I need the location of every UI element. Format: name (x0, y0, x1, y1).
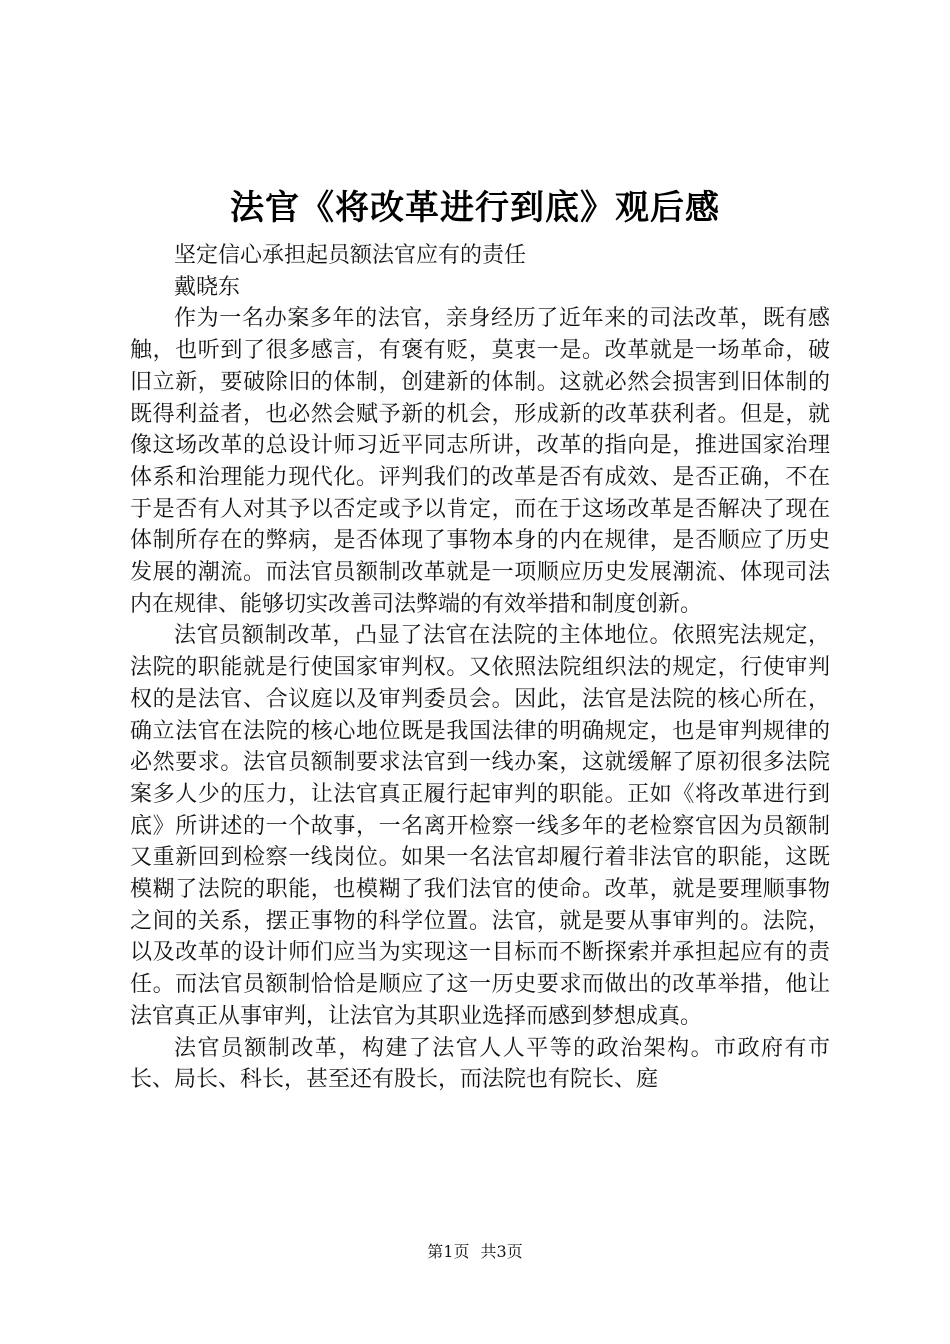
paragraph-1: 作为一名办案多年的法官，亲身经历了近年来的司法改革，既有感触，也听到了很多感言，有褒有贬，莫衷一是。改革就是一场革命，破旧立新，要破除旧的体制，创建新的体制。这就必然会损害到旧体制的既得利益者，也必然会赋予新的机会，形成新的改革获利者。但是，就像这场改革的总设计师习近平同志所讲，改革的指向是，推进国家治理体系和治理能力现代化。评判我们的改革是否有成效、是否正确，不在于是否有人对其予以否定或予以肯定，而在于这场改革是否解决了现在体制所存在的弊病，是否体现了事物本身的内在规律，是否顺应了历史发展的潮流。而法官员额制改革就是一项顺应历史发展潮流、体现司法内在规律、能够切实改善司法弊端的有效举措和制度创新。 (130, 306, 830, 617)
page-number: 第1页 (427, 1242, 470, 1261)
paragraph-2: 法官员额制改革，凸显了法官在法院的主体地位。依照宪法规定，法院的职能就是行使国家审判权。又依照法院组织法的规定，行使审判权的是法官、合议庭以及审判委员会。因此，法官是法院的核心所在，确立法官在法院的核心地位既是我国法律的明确规定，也是审判规律的必然要求。法官员额制要求法官到一线办案，这就缓解了原初很多法院案多人少的压力，让法官真正履行起审判的职能。正如《将改革进行到底》所讲述的一个故事，一名离开检察一线多年的老检察官因为员额制又重新回到检察一线岗位。如果一名法官却履行着非法官的职能，这既模糊了法院的职能，也模糊了我们法官的使命。改革，就是要理顺事物之间的关系，摆正事物的科学位置。法官，就是要从事审判的。法院，以及改革的设计师们应当为实现这一目标而不断探索并承担起应有的责任。而法官员额制恰恰是顺应了这一历史要求而做出的改革举措，他让法官真正从事审判，让法官为其职业选择而感到梦想成真。 (130, 623, 830, 1029)
document-title: 法官《将改革进行到底》观后感 (230, 188, 720, 228)
page-total: 共3页 (480, 1242, 523, 1261)
page-footer (0, 1241, 950, 1263)
paragraph-3: 法官员额制改革，构建了法官人人平等的政治架构。市政府有市长、局长、科长，甚至还有股长，而法院也有院长、庭 (130, 1035, 830, 1093)
document-body (130, 240, 830, 1096)
subtitle-line: 坚定信心承担起员额法官应有的责任 (174, 243, 527, 268)
author-line: 戴晓东 (174, 274, 241, 300)
